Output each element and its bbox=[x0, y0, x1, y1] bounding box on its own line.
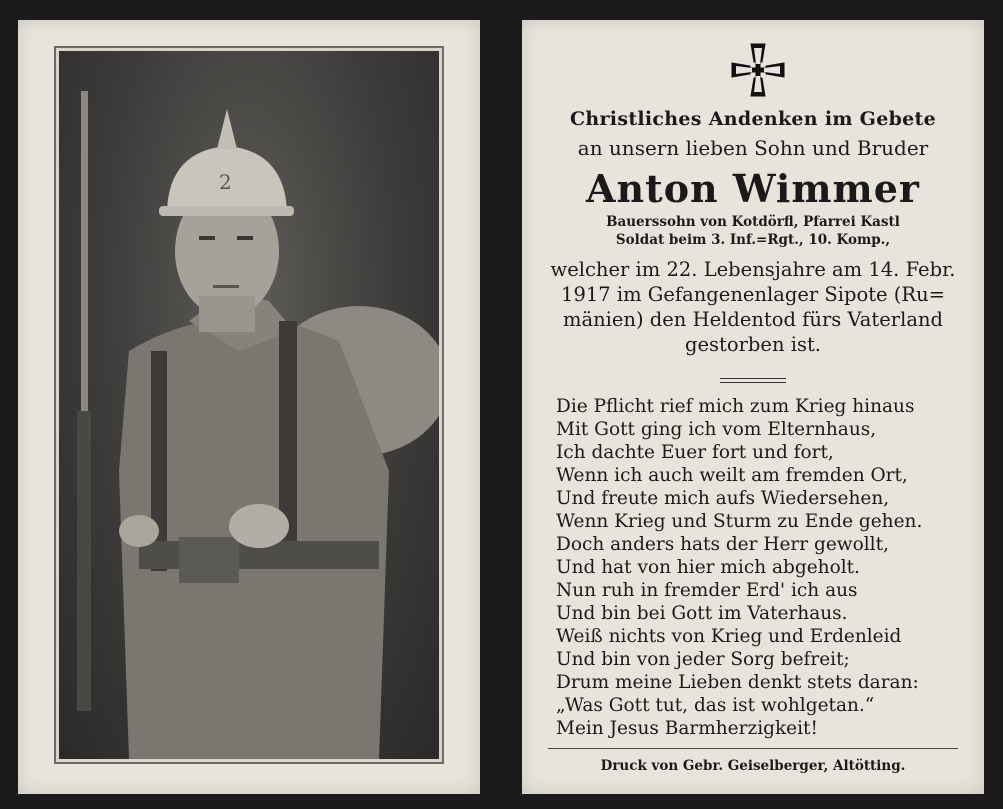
deceased-name: Anton Wimmer bbox=[586, 166, 920, 211]
poem-line: Nun ruh in fremder Erd' ich aus bbox=[556, 580, 858, 601]
death-line: gestorben ist. bbox=[685, 333, 821, 356]
poem-line: Mit Gott ging ich vom Elternhaus, bbox=[556, 419, 877, 440]
memorial-subheading: an unsern lieben Sohn und Bruder bbox=[577, 136, 929, 160]
death-line: welcher im 22. Lebensjahre am 14. Febr. bbox=[550, 258, 956, 281]
origin-line: Bauerssohn von Kotdörfl, Pfarrei Kastl bbox=[606, 214, 900, 230]
soldier-illustration bbox=[59, 51, 439, 759]
helmet-number: 2 bbox=[219, 170, 232, 194]
hand-right bbox=[229, 504, 289, 548]
closing-prayer: Mein Jesus Barmherzigkeit! bbox=[556, 718, 818, 739]
photo-frame bbox=[54, 46, 444, 764]
poem-line: Weiß nichts von Krieg und Erdenleid bbox=[556, 626, 902, 647]
poem-line: Ich dachte Euer fort und fort, bbox=[556, 442, 834, 463]
death-line: mänien) den Heldentod fürs Vaterland bbox=[562, 308, 944, 331]
helmet-spike bbox=[217, 109, 237, 149]
poem-line: Doch anders hats der Herr gewollt, bbox=[556, 534, 889, 555]
unit-line: Soldat beim 3. Inf.=Rgt., 10. Komp., bbox=[615, 232, 891, 248]
poem-line: Wenn Krieg und Sturm zu Ende gehen. bbox=[556, 511, 923, 532]
bayonet-blade bbox=[81, 91, 88, 421]
rifle-stock bbox=[77, 411, 91, 711]
hand-left bbox=[119, 515, 159, 547]
poem-line: Und freute mich aufs Wiedersehen, bbox=[556, 488, 890, 509]
poem-line: Und hat von hier mich abgeholt. bbox=[556, 557, 860, 578]
memorial-text-card bbox=[522, 20, 984, 794]
poem-line: Und bin bei Gott im Vaterhaus. bbox=[556, 603, 848, 624]
printer-imprint: Druck von Gebr. Geiselberger, Altötting. bbox=[600, 758, 906, 774]
ammo-pouch bbox=[179, 537, 239, 583]
footer-rule bbox=[548, 748, 958, 749]
iron-cross-icon bbox=[730, 42, 786, 98]
divider-double bbox=[720, 378, 786, 383]
soldier-portrait bbox=[59, 51, 439, 759]
poem-line: Und bin von jeder Sorg befreit; bbox=[556, 649, 850, 670]
poem-line: Wenn ich auch weilt am fremden Ort, bbox=[556, 465, 908, 486]
memorial-heading: Christliches Andenken im Gebete bbox=[569, 108, 937, 130]
neck bbox=[199, 296, 255, 332]
death-line: 1917 im Gefangenenlager Sipote (Ru= bbox=[561, 283, 945, 306]
photo-card bbox=[18, 20, 480, 794]
poem-line: Die Pflicht rief mich zum Krieg hinaus bbox=[556, 396, 915, 417]
poem-line: „Was Gott tut, das ist wohlgetan.“ bbox=[556, 695, 875, 716]
poem-line: Drum meine Lieben denkt stets daran: bbox=[556, 672, 919, 693]
